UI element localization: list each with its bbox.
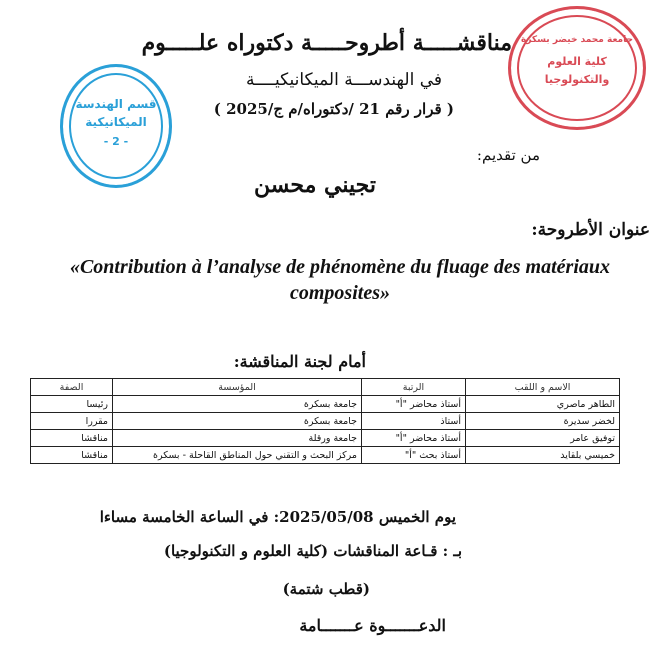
defense-place: بـ : قـاعة المناقشات (كلية العلوم و التكنولوجيا) [163, 542, 462, 560]
stamp-line: كلية العلوم [547, 55, 607, 68]
cell-name: توفيق عامر [466, 430, 620, 447]
defense-datetime: يوم الخميس 2025/05/08: في الساعة الخامسة مساءا [99, 508, 456, 526]
column-header-role: الصفة [31, 379, 113, 396]
cell-rank: أستاذ محاضر "أ" [362, 396, 466, 413]
cell-name: الطاهر ماصري [466, 396, 620, 413]
table-row [31, 396, 620, 413]
jury-heading: أمام لجنة المناقشة: [233, 352, 366, 371]
cell-rank: أستاذ [362, 413, 466, 430]
department-stamp [60, 64, 172, 188]
cell-role: مقررا [31, 413, 113, 430]
defense-campus: (قطب شتمة) [282, 580, 370, 598]
jury-table [30, 378, 620, 464]
cell-rank: أستاذ محاضر "أ" [362, 430, 466, 447]
presenter-label: من تقديم: [476, 146, 540, 164]
table-row [31, 413, 620, 430]
cell-role: رئيسا [31, 396, 113, 413]
stamp-line: والتكنولوجيا [544, 73, 610, 86]
cell-role: مناقشا [31, 430, 113, 447]
thesis-title: «Contribution à l’analyse de phénomène du fluage des matériaux composites» [69, 256, 611, 304]
presenter-name: تجيني محسن [254, 172, 376, 198]
cell-role: مناقشا [31, 447, 113, 464]
column-header-rank: الرتبة [362, 379, 466, 396]
cell-name: خميسي بلقايد [466, 447, 620, 464]
decision-number: ( قرار رقم 21 /دكتوراه/م ج/2025 ) [213, 100, 454, 118]
table-row [31, 447, 620, 464]
cell-rank: أستاذ بحث "أ" [362, 447, 466, 464]
column-header-name: الاسم و اللقب [466, 379, 620, 396]
cell-institution: جامعة بسكرة [113, 413, 362, 430]
table-header-row [31, 379, 620, 396]
document-title: مناقشـــــة أطروحـــــة دكتوراه علـــــوم [141, 30, 512, 56]
cell-institution: جامعة بسكرة [113, 396, 362, 413]
stamp-line: الميكانيكية [85, 115, 147, 129]
stamp-line: قسم الهندسة [75, 97, 157, 111]
stamp-line: جامعة محمد خيضر بسكرة [521, 35, 633, 45]
faculty-stamp [508, 6, 646, 130]
cell-institution: مركز البحث و التقني حول المناطق القاحلة - بسكرة [113, 447, 362, 464]
cell-institution: جامعة ورقلة [113, 430, 362, 447]
thesis-heading: عنوان الأطروحة: [531, 220, 650, 240]
column-header-institution: المؤسسة [113, 379, 362, 396]
stamp-line: - 2 - [103, 135, 129, 148]
document-subtitle: في الهندســـة الميكانيكيــــة [245, 70, 442, 90]
invitation-note: الدعـــــــوة عـــــــامة [299, 616, 446, 635]
table-row [31, 430, 620, 447]
cell-name: لخضر سديرة [466, 413, 620, 430]
